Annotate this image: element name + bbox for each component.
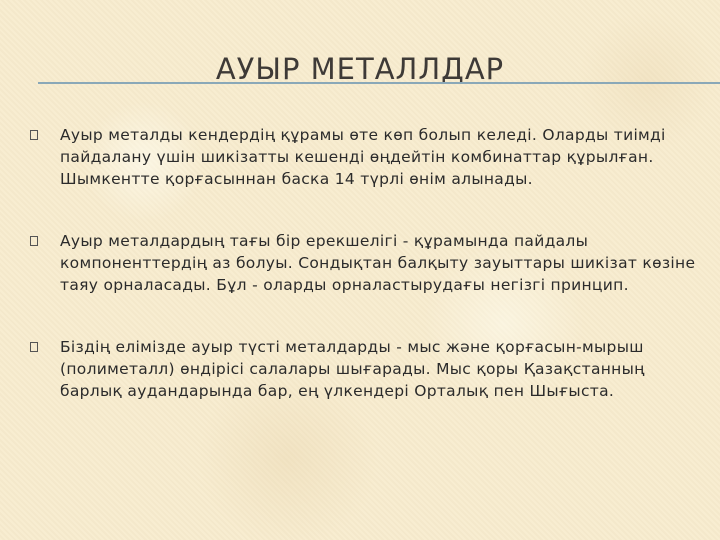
hollow-square-bullet-icon — [30, 342, 38, 352]
bullet-text-2: Ауыр металдардың тағы бір ерекшелігі - құрамында пайдалы компоненттердің аз болуы. Сондықтан балқыту зауыттары шикізат көзіне таяу орналасады. Бұл - оларды орналастырудағы негізгі принцип. — [60, 232, 696, 294]
title-underline — [38, 82, 720, 84]
slide-title: АУЫР МЕТАЛЛДАР — [215, 52, 505, 86]
hollow-square-bullet-icon — [30, 236, 38, 246]
bullet-item-3 — [30, 336, 700, 402]
slide-content — [30, 124, 700, 442]
bullet-text-3: Біздің елімізде ауыр түсті металдарды - мыс және қорғасын-мырыш (полиметалл) өндірісі салалары шығарады. Мыс қоры Қазақстанның барлық аудандарында бар, ең үлкендері Орталық пен Шығыста. — [60, 338, 645, 400]
bullet-item-1 — [30, 124, 700, 190]
bullet-item-2 — [30, 230, 700, 296]
hollow-square-bullet-icon — [30, 130, 38, 140]
bullet-text-1: Ауыр металды кендердің құрамы өте көп болып келеді. Оларды тиімді пайдалану үшін шикізатты кешенді өңдейтін комбинаттар құрылған. Шымкентте қорғасыннан баска 14 түрлі өнім алынады. — [60, 126, 666, 188]
